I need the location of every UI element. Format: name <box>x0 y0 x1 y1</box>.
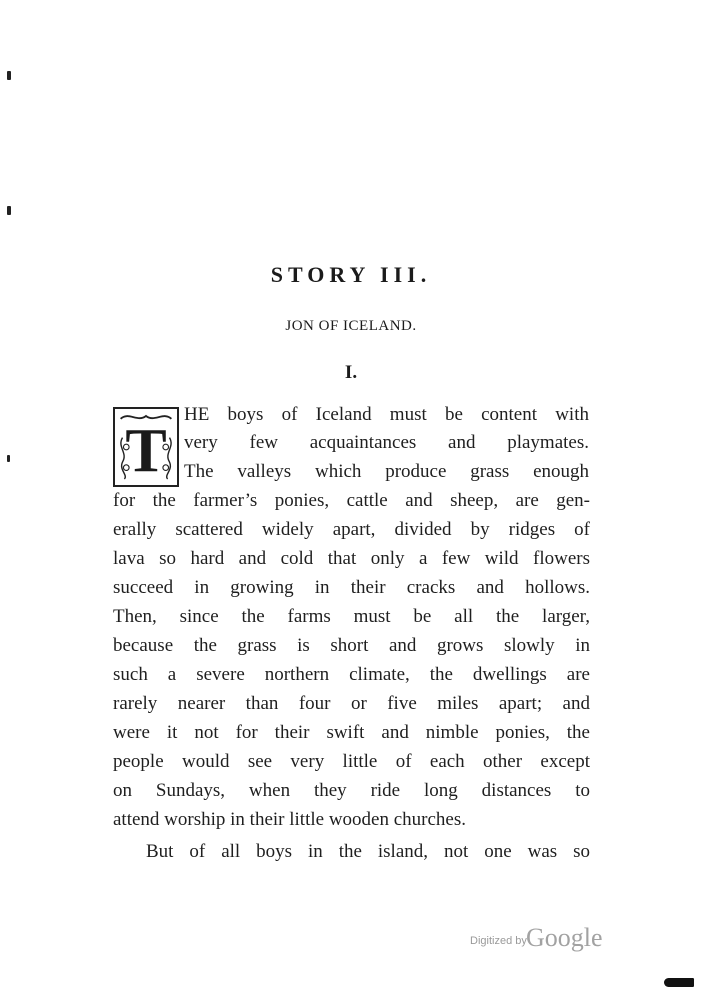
text-line-10: such a severe northern climate, the dwellings are <box>113 664 590 685</box>
google-logo: Google <box>526 923 603 952</box>
text-line-6: lava so hard and cold that only a few wild flowers <box>113 548 590 569</box>
digitized-label: Digitized by <box>470 935 527 947</box>
text-line-13: people would see very little of each other except <box>113 751 590 772</box>
dropcap-letter: T <box>125 417 167 485</box>
text-line-16: But of all boys in the island, not one was so <box>146 841 590 862</box>
text-line-12: were it not for their swift and nimble ponies, the <box>113 722 590 743</box>
scan-mark-2 <box>7 206 11 215</box>
text-line-8: Then, since the farms must be all the larger, <box>113 606 590 627</box>
text-line-14: on Sundays, when they ride long distances to <box>113 780 590 801</box>
section-number: I. <box>344 362 358 383</box>
scan-mark-1 <box>7 71 11 80</box>
text-line-5: erally scattered widely apart, divided by ridges of <box>113 519 590 540</box>
text-line-7: succeed in growing in their cracks and hollows. <box>113 577 590 598</box>
ornamental-dropcap <box>113 407 179 487</box>
text-line-11: rarely nearer than four or five miles apart; and <box>113 693 590 714</box>
chapter-title: JON OF ICELAND. <box>285 318 417 334</box>
text-line-3: The valleys which produce grass enough <box>184 461 589 482</box>
digitized-watermark <box>470 925 610 955</box>
text-line-2: very few acquaintances and playmates. <box>184 432 589 453</box>
scan-corner-mark <box>664 978 694 987</box>
dropcap-t-icon <box>115 409 177 485</box>
story-heading: STORY III. <box>270 262 432 287</box>
text-line-1: HE boys of Iceland must be content with <box>184 404 589 425</box>
scan-mark-3 <box>7 455 10 462</box>
text-line-15: attend worship in their little wooden churches. <box>113 809 466 830</box>
text-line-9: because the grass is short and grows slowly in <box>113 635 590 656</box>
text-line-4: for the farmer’s ponies, cattle and sheep, are gen- <box>113 490 590 511</box>
